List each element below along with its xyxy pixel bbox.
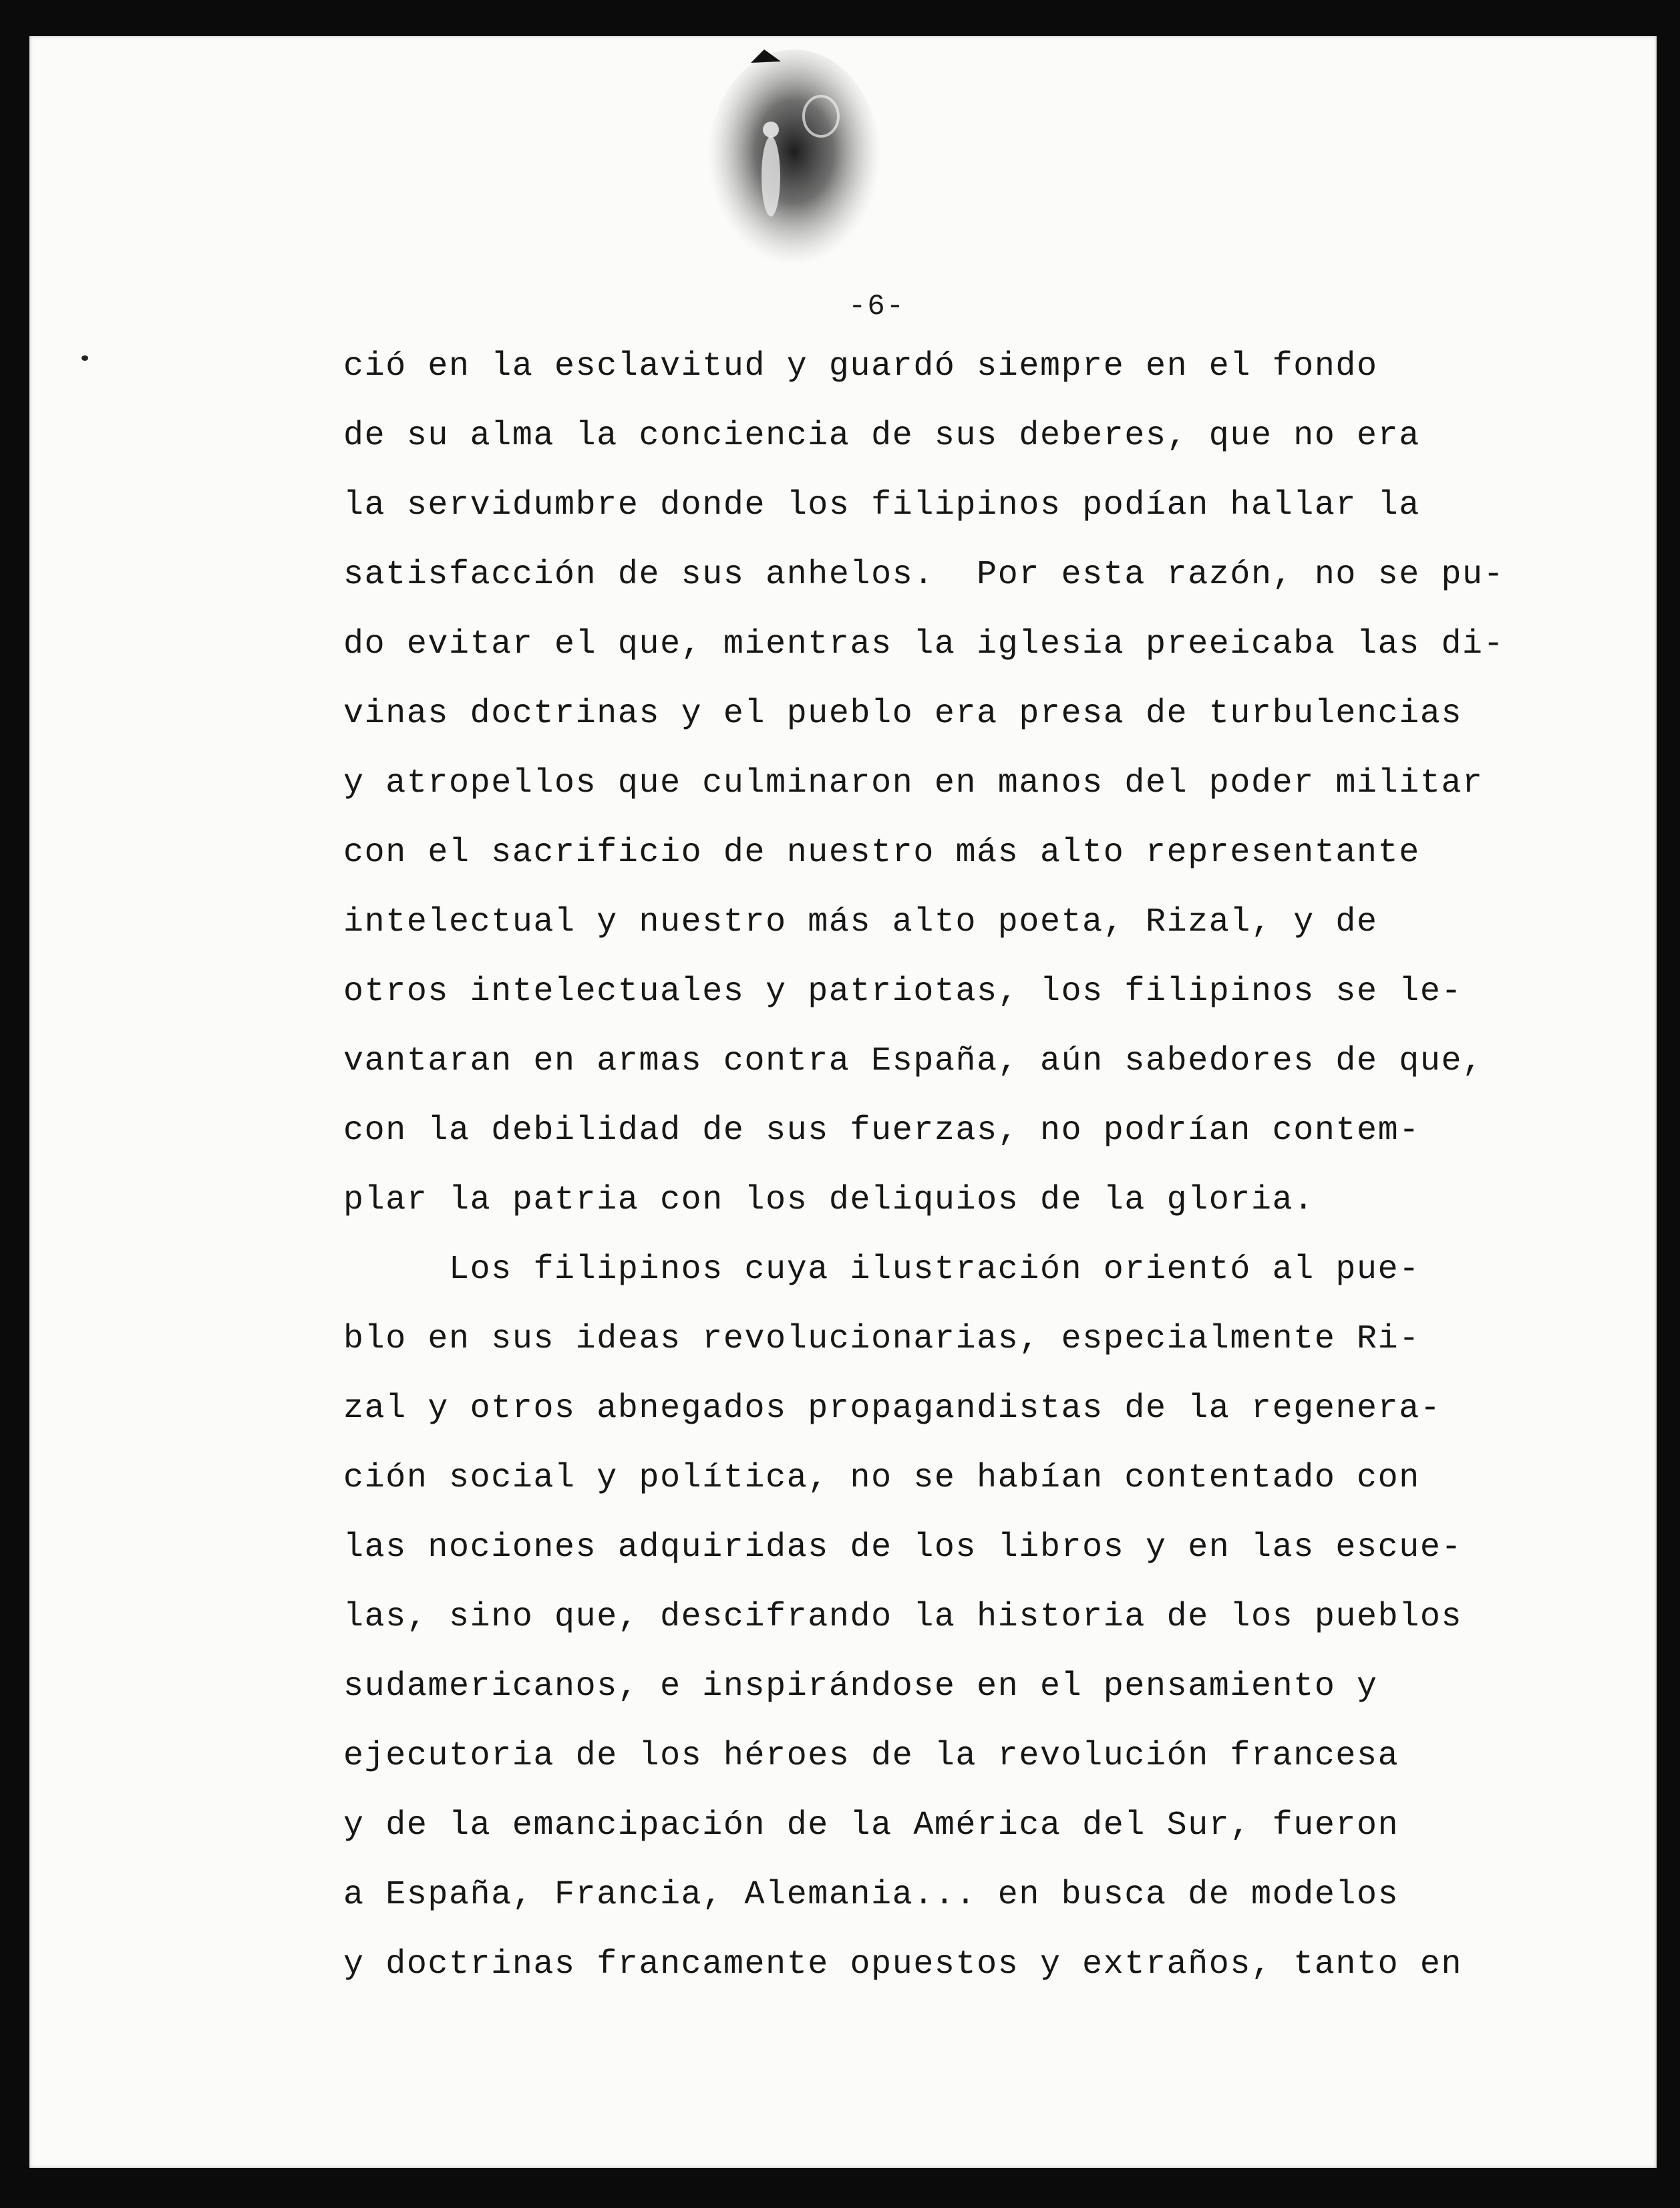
scan-speck [81, 355, 88, 361]
text-line: Los filipinos cuya ilustración orientó al pue- [343, 1251, 1420, 1289]
text-line: ejecutoria de los héroes de la revolución francesa [343, 1737, 1399, 1775]
text-line: otros intelectuales y patriotas, los filipinos se le- [343, 973, 1463, 1011]
text-line: zal y otros abnegados propagandistas de la regenera- [343, 1390, 1442, 1428]
text-line: con la debilidad de sus fuerzas, no podrían contem- [343, 1112, 1420, 1150]
text-line: y doctrinas francamente opuestos y extraños, tanto en [343, 1945, 1463, 1984]
text-line: satisfacción de sus anhelos. Por esta razón, no se pu- [343, 556, 1505, 594]
text-line: a España, Francia, Alemania... en busca de modelos [343, 1876, 1399, 1914]
text-line: las, sino que, descifrando la historia de los pueblos [343, 1598, 1463, 1636]
text-line: con el sacrificio de nuestro más alto representante [343, 834, 1420, 872]
text-line: la servidumbre donde los filipinos podían hallar la [343, 486, 1420, 524]
text-line: sudamericanos, e inspirándose en el pensamiento y [343, 1668, 1378, 1706]
typewritten-page [29, 36, 1657, 2168]
text-line: las nociones adquiridas de los libros y en las escue- [343, 1529, 1463, 1567]
text-line: y de la emancipación de la América del Sur, fueron [343, 1806, 1399, 1845]
text-line: y atropellos que culminaron en manos del poder militar [343, 764, 1484, 802]
ink-stain-mark [671, 49, 918, 330]
text-line: ció en la esclavitud y guardó siempre en el fondo [343, 347, 1378, 385]
text-line: do evitar el que, mientras la iglesia preeicaba las di- [343, 625, 1505, 663]
text-line: vantaran en armas contra España, aún sabedores de que, [343, 1042, 1484, 1080]
text-line: plar la patria con los deliquios de la gloria. [343, 1181, 1315, 1219]
text-line: intelectual y nuestro más alto poeta, Rizal, y de [343, 903, 1378, 941]
text-line: vinas doctrinas y el pueblo era presa de turbulencias [343, 695, 1463, 733]
text-line: ción social y política, no se habían contentado con [343, 1459, 1420, 1497]
text-line: de su alma la conciencia de sus deberes, que no era [343, 417, 1420, 455]
page-number: -6- [848, 290, 906, 323]
text-line: blo en sus ideas revolucionarias, especialmente Ri- [343, 1320, 1420, 1358]
